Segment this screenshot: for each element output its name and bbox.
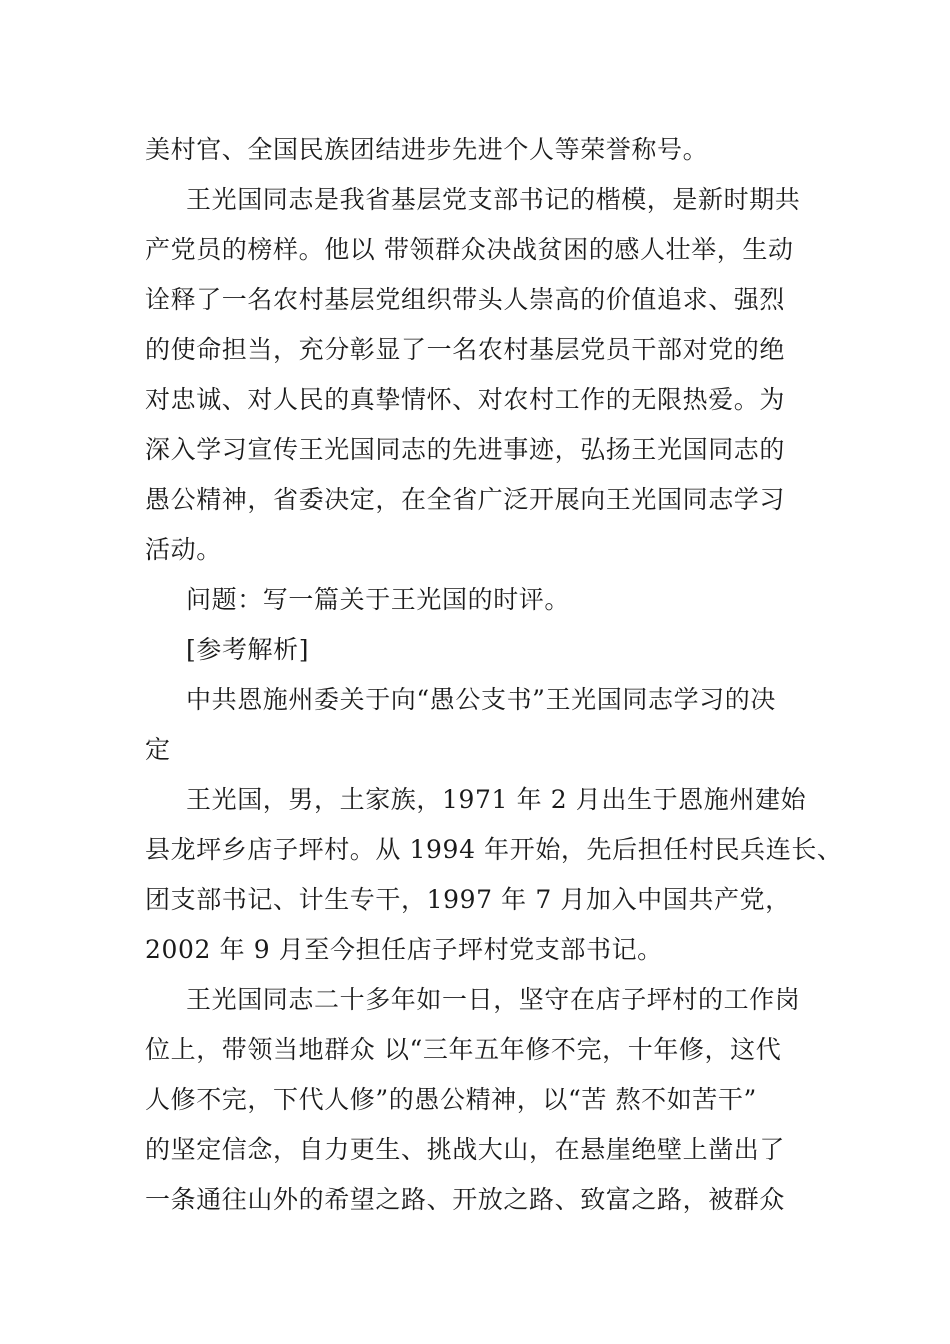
paragraph-line: 人修不完，下代人修”的愚公精神，以“苦 熬不如苦干”: [145, 1085, 757, 1114]
paragraph-line: 一条通往山外的希望之路、开放之路、致富之路，被群众: [145, 1185, 786, 1214]
question-line: 问题：写一篇关于王光国的时评。: [186, 585, 571, 614]
paragraph-line: 深入学习宣传王光国同志的先进事迹，弘扬王光国同志的: [145, 435, 786, 464]
decision-title-line: 中共恩施州委关于向“愚公支书”王光国同志学习的决: [186, 685, 776, 714]
paragraph-line: 2002 年 9 月至今担任店子坪村党支部书记。: [145, 935, 663, 964]
paragraph-line: 的使命担当，充分彰显了一名农村基层党员干部对党的绝: [145, 335, 786, 364]
paragraph-line: 的坚定信念，自力更生、挑战大山，在悬崖绝壁上凿出了: [145, 1135, 786, 1164]
paragraph-line: 活动。: [145, 535, 222, 564]
paragraph-line: 位上，带领当地群众 以“三年五年修不完，十年修，这代: [145, 1035, 782, 1064]
paragraph-line: 王光国同志二十多年如一日，坚守在店子坪村的工作岗: [186, 985, 801, 1014]
paragraph-line: 对忠诚、对人民的真挚情怀、对农村工作的无限热爱。为: [145, 385, 786, 414]
decision-title-line: 定: [145, 735, 171, 764]
paragraph-line: 愚公精神，省委决定，在全省广泛开展向王光国同志学习: [145, 485, 786, 514]
paragraph-line: 王光国，男，土家族，1971 年 2 月出生于恩施州建始: [186, 785, 807, 814]
paragraph-line: 产党员的榜样。他以 带领群众决战贫困的感人壮举，生动: [145, 235, 794, 264]
paragraph-line: 县龙坪乡店子坪村。从 1994 年开始，先后担任村民兵连长、: [145, 835, 843, 864]
paragraph-line: 王光国同志是我省基层党支部书记的楷模，是新时期共: [186, 185, 801, 214]
paragraph-line: 诠释了一名农村基层党组织带头人崇高的价值追求、强烈: [145, 285, 786, 314]
paragraph-line: 团支部书记、计生专干，1997 年 7 月加入中国共产党，: [145, 885, 791, 914]
section-label: [参考解析]: [186, 635, 310, 664]
paragraph-line: 美村官、全国民族团结进步先进个人等荣誉称号。: [145, 135, 709, 164]
